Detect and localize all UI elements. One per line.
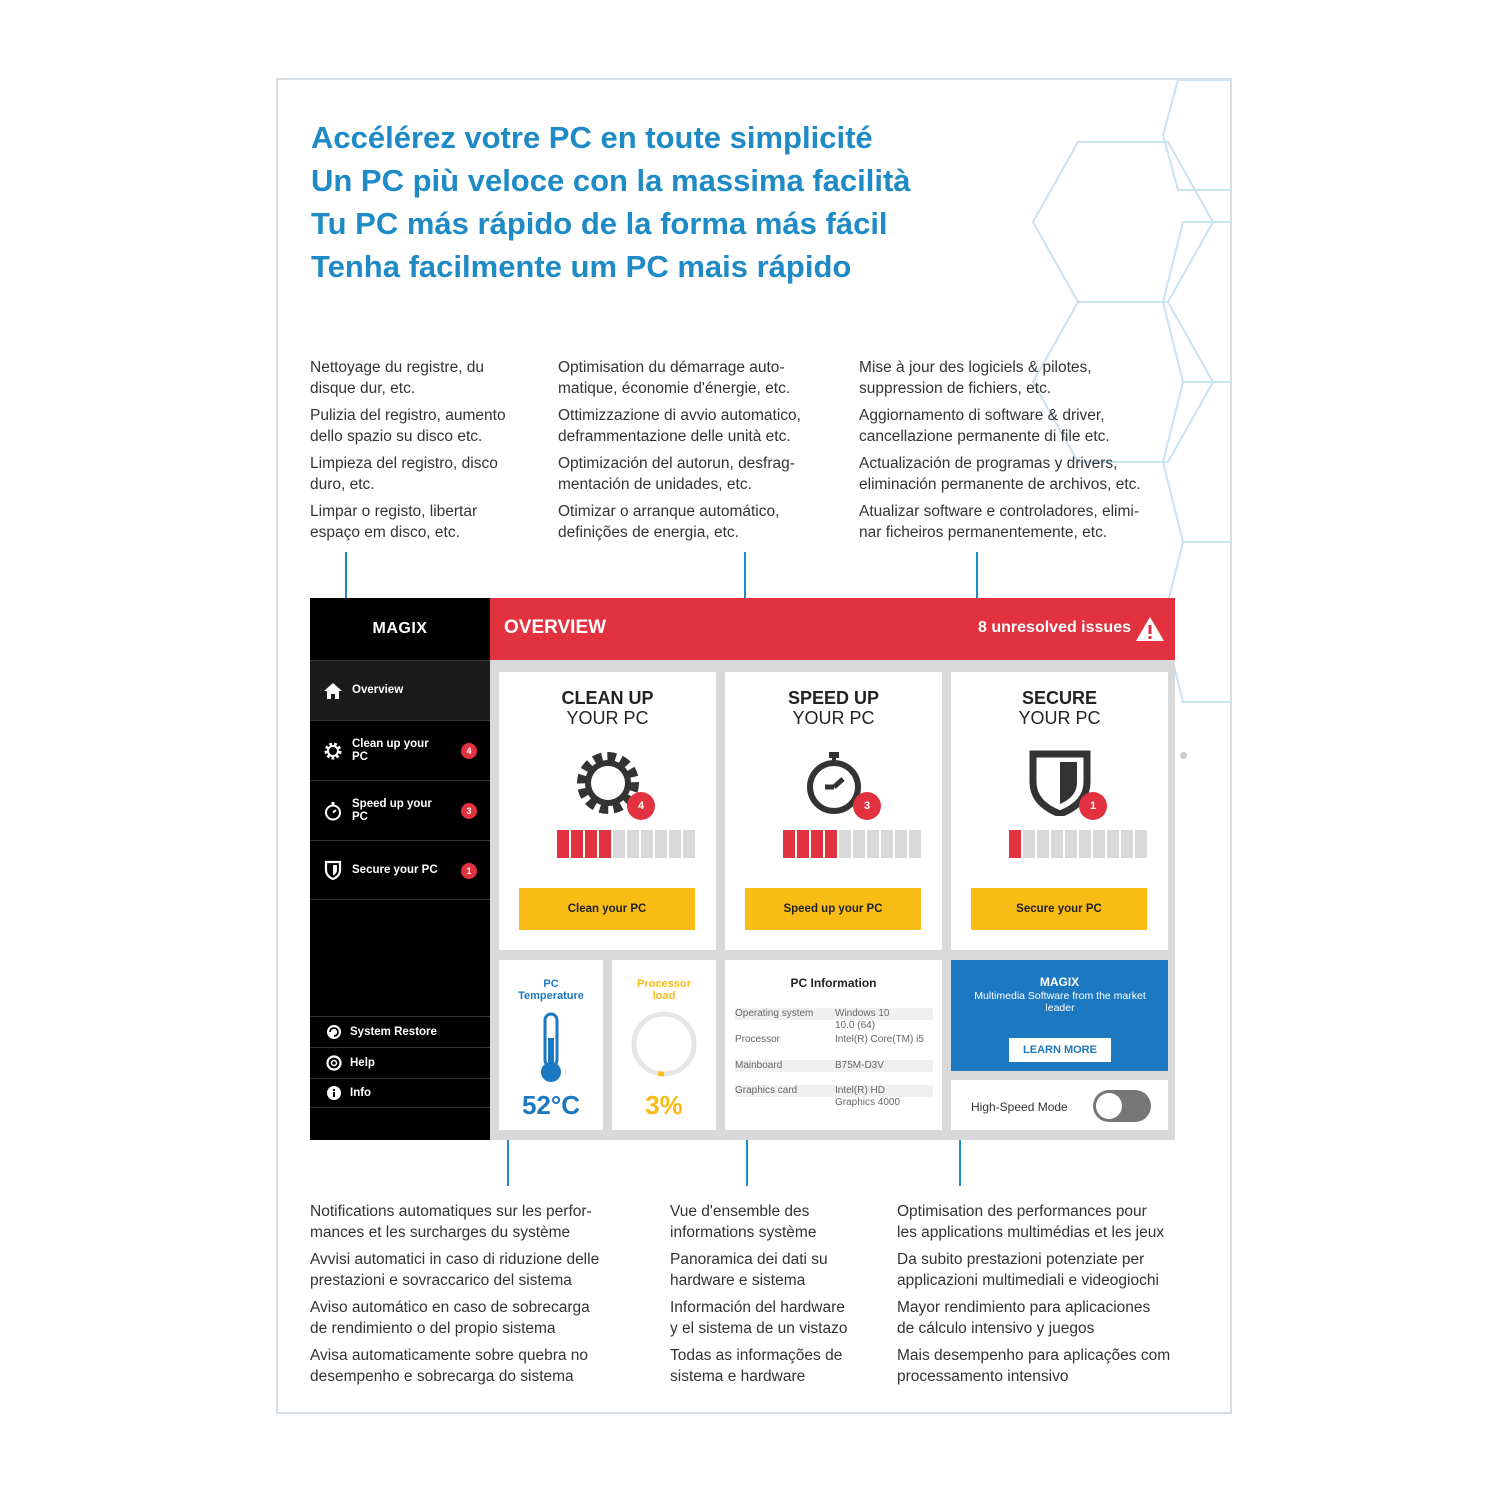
- notifications-description: [310, 1201, 630, 1393]
- app-window: [310, 598, 1175, 1140]
- sysinfo-description: [670, 1201, 890, 1393]
- thermometer-icon: [537, 1012, 565, 1084]
- desc-pt: Mais desempenho para aplicações com processamento intensivo: [897, 1347, 1171, 1385]
- shield-icon: [322, 859, 344, 881]
- meter-segment: [1051, 830, 1063, 858]
- desc-fr: Optimisation du démarrage auto- matique, économie d'énergie, etc.: [558, 359, 791, 397]
- meter-segment: [683, 830, 695, 858]
- processor-load-value: 3%: [645, 1090, 683, 1120]
- headline-es: Tu PC más rápido de la forma más fácil: [311, 206, 888, 241]
- meter-segment: [599, 830, 611, 858]
- meter-segment: [1037, 830, 1049, 858]
- high-speed-mode-label: High-Speed Mode: [971, 1100, 1068, 1114]
- issue-badge: 3: [461, 803, 477, 819]
- meter-segment: [655, 830, 667, 858]
- magix-promo-banner: [951, 960, 1168, 1071]
- sidebar-item-label: Help: [350, 1056, 375, 1069]
- performance-description: [897, 1201, 1207, 1393]
- info-key: Mainboard: [735, 1060, 783, 1071]
- page-title: OVERVIEW: [504, 617, 607, 638]
- load-gauge: [630, 1010, 698, 1078]
- desc-it: Avvisi automatici in caso di riduzione delle prestazioni e sovraccarico del sistema: [310, 1251, 600, 1289]
- desc-es: Aviso automático en caso de sobrecarga de rendimiento o del propio sistema: [310, 1299, 590, 1337]
- card-title: PC Information: [790, 976, 877, 990]
- desc-fr: Vue d'ensemble des informations système: [670, 1203, 817, 1241]
- desc-pt: Atualizar software e controladores, elimi- nar ficheiros permanentemente, etc.: [859, 503, 1139, 541]
- desc-es: Mayor rendimiento para aplicaciones de cálculo intensivo y juegos: [897, 1299, 1151, 1337]
- stopwatch-icon: [322, 800, 344, 822]
- desc-it: Da subito prestazioni potenziate per applicazioni multimediali e videogiochi: [897, 1251, 1159, 1289]
- high-speed-mode-toggle[interactable]: [1093, 1090, 1151, 1122]
- high-speed-mode-panel: [951, 1080, 1168, 1130]
- gear-icon: [322, 740, 344, 762]
- headline-block: [311, 116, 911, 288]
- info-value: Windows 10 10.0 (64): [835, 1008, 890, 1031]
- desc-pt: Limpar o registo, libertar espaço em disco, etc.: [310, 503, 478, 541]
- info-value: B75M-D3V: [835, 1060, 884, 1071]
- desc-fr: Notifications automatiques sur les perfor- mances et les surcharges du système: [310, 1203, 592, 1241]
- meter-segment: [783, 830, 795, 858]
- processor-load-card: [612, 960, 716, 1130]
- meter-segment: [881, 830, 893, 858]
- meter-segment: [571, 830, 583, 858]
- secure-description: [859, 357, 1179, 549]
- promo-subtitle: Multimedia Software from the market leader: [974, 990, 1146, 1014]
- temperature-value: 52°C: [521, 1090, 581, 1120]
- desc-it: Ottimizzazione di avvio automatico, deframmentazione delle unità etc.: [558, 407, 801, 445]
- sidebar-item-help[interactable]: [310, 1047, 490, 1077]
- learn-more-button[interactable]: LEARN MORE: [1009, 1038, 1111, 1062]
- headline-fr: Accélérez votre PC en toute simplicité: [311, 120, 873, 155]
- meter-segment: [1107, 830, 1119, 858]
- sidebar-item-label: Speed up your PC: [352, 797, 432, 823]
- header-bar: [490, 598, 1175, 660]
- info-icon: [326, 1085, 342, 1101]
- card-title: SECURE YOUR PC: [1018, 688, 1101, 728]
- meter-segment: [867, 830, 879, 858]
- desc-fr: Nettoyage du registre, du disque dur, etc.: [310, 359, 485, 397]
- info-key: Graphics card: [735, 1085, 798, 1096]
- card-title: PC Temperature: [518, 978, 584, 1002]
- meter-segment: [1065, 830, 1077, 858]
- unresolved-issues-link[interactable]: 8 unresolved issues: [978, 619, 1131, 636]
- secure-pc-button[interactable]: Secure your PC: [971, 888, 1147, 930]
- issue-badge: 3: [853, 792, 881, 820]
- sidebar-item-label: Secure your PC: [352, 863, 438, 876]
- info-key: Operating system: [735, 1008, 814, 1019]
- sidebar-item-label: System Restore: [350, 1025, 437, 1038]
- desc-es: Actualización de programas y drivers, eliminación permanente de archivos, etc.: [859, 455, 1141, 493]
- sidebar-item-system-restore[interactable]: [310, 1016, 490, 1046]
- issue-badge: 4: [461, 743, 477, 759]
- meter-segment: [669, 830, 681, 858]
- desc-es: Optimización del autorun, desfrag- mentación de unidades, etc.: [558, 455, 795, 493]
- speed-up-card: [725, 672, 942, 950]
- temperature-card: [499, 960, 603, 1130]
- sidebar-item-speed[interactable]: [310, 780, 490, 840]
- card-title: Processor load: [637, 978, 691, 1002]
- meter-segment: [627, 830, 639, 858]
- meter-segment: [853, 830, 865, 858]
- sidebar-item-secure[interactable]: [310, 840, 490, 900]
- meter-segment: [1079, 830, 1091, 858]
- desc-pt: Otimizar o arranque automático, definições de energia, etc.: [558, 503, 780, 541]
- info-key: Processor: [735, 1034, 781, 1045]
- clean-pc-button[interactable]: Clean your PC: [519, 888, 695, 930]
- card-title: CLEAN UP YOUR PC: [561, 688, 654, 728]
- promo-title: MAGIX: [1039, 975, 1080, 989]
- meter-segment: [1135, 830, 1147, 858]
- sidebar-item-clean[interactable]: [310, 720, 490, 780]
- speed-description: [558, 357, 848, 549]
- card-title: SPEED UP YOUR PC: [787, 688, 880, 728]
- sidebar-item-label: Clean up your PC: [352, 737, 429, 763]
- desc-it: Pulizia del registro, aumento dello spazio su disco etc.: [310, 407, 506, 445]
- secure-card: [951, 672, 1168, 950]
- headline-it: Un PC più veloce con la massima facilità: [311, 163, 911, 198]
- restore-icon: [326, 1024, 342, 1040]
- issue-badge: 1: [461, 863, 477, 879]
- meter-segment: [557, 830, 569, 858]
- scroll-indicator: [1180, 752, 1187, 759]
- meter-segment: [1121, 830, 1133, 858]
- desc-es: Limpieza del registro, disco duro, etc.: [310, 455, 498, 493]
- desc-pt: Todas as informações de sistema e hardware: [670, 1347, 843, 1385]
- sidebar-item-overview[interactable]: [310, 660, 490, 720]
- desc-it: Aggiornamento di software & driver, cancellazione permanente di file etc.: [859, 407, 1110, 445]
- desc-es: Información del hardware y el sistema de un vistazo: [670, 1299, 848, 1337]
- desc-fr: Mise à jour des logiciels & pilotes, suppression de fichiers, etc.: [859, 359, 1092, 397]
- meter-segment: [839, 830, 851, 858]
- desc-fr: Optimisation des performances pour les applications multimédias et les jeux: [897, 1203, 1165, 1241]
- status-meter: [557, 830, 695, 858]
- sidebar-item-info[interactable]: [310, 1078, 490, 1108]
- issue-badge: 1: [1079, 792, 1107, 820]
- sidebar: [310, 598, 490, 1140]
- clean-up-card: [499, 672, 716, 950]
- info-value: Intel(R) HD Graphics 4000: [835, 1085, 901, 1108]
- lifebuoy-icon: [326, 1055, 342, 1071]
- clean-description: [310, 357, 550, 549]
- status-meter: [1009, 830, 1147, 858]
- meter-segment: [1009, 830, 1021, 858]
- desc-pt: Avisa automaticamente sobre quebra no desempenho e sobrecarga do sistema: [310, 1347, 589, 1385]
- headline-pt: Tenha facilmente um PC mais rápido: [311, 249, 852, 284]
- desc-it: Panoramica dei dati su hardware e sistema: [670, 1251, 828, 1289]
- sidebar-item-label: Overview: [352, 684, 404, 696]
- warning-icon: [1135, 615, 1165, 643]
- meter-segment: [1093, 830, 1105, 858]
- meter-segment: [811, 830, 823, 858]
- pc-information-card: [725, 960, 942, 1130]
- meter-segment: [909, 830, 921, 858]
- meter-segment: [585, 830, 597, 858]
- info-value: Intel(R) Core(TM) i5: [835, 1034, 924, 1045]
- meter-segment: [797, 830, 809, 858]
- sidebar-item-label: Info: [350, 1087, 372, 1099]
- meter-segment: [895, 830, 907, 858]
- issue-badge: 4: [627, 792, 655, 820]
- app-logo: MAGIX: [372, 620, 428, 637]
- home-icon: [322, 680, 344, 702]
- meter-segment: [825, 830, 837, 858]
- meter-segment: [613, 830, 625, 858]
- speed-up-pc-button[interactable]: Speed up your PC: [745, 888, 921, 930]
- status-meter: [783, 830, 921, 858]
- meter-segment: [1023, 830, 1035, 858]
- meter-segment: [641, 830, 653, 858]
